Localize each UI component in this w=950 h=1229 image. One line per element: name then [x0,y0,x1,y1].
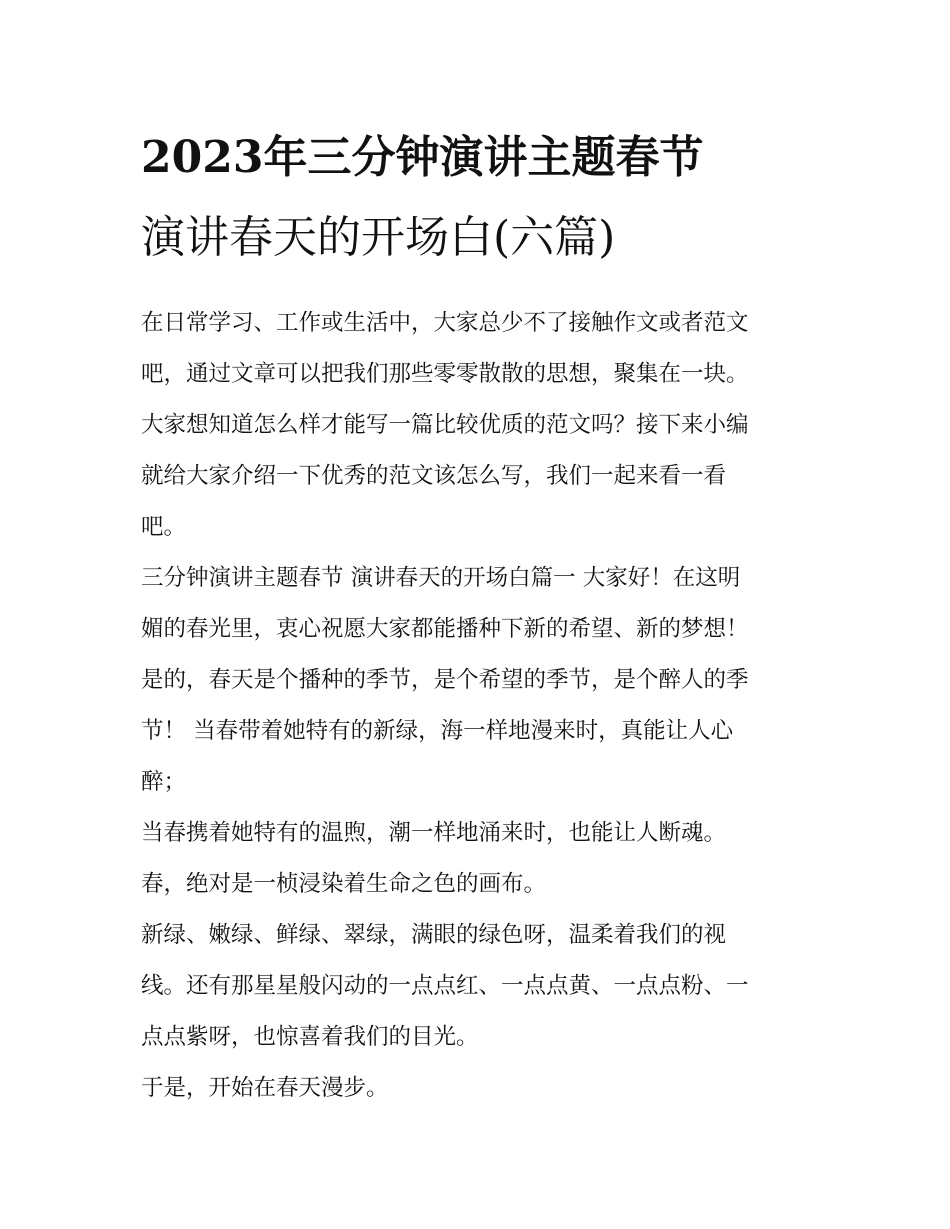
text-line: 大家想知道怎么样才能写一篇比较优质的范文吗？接下来小编 [141,412,749,438]
text-line: 节！ 当春带着她特有的新绿，海一样地漫来时，真能让人心 [141,718,734,744]
text-line: 在日常学习、工作或生活中，大家总少不了接触作文或者范文 [141,310,749,336]
paragraph-spring-colors [141,910,813,1063]
text-line: 点点紫呀，也惊喜着我们的目光。 [141,1024,479,1050]
text-line: 春，绝对是一桢浸染着生命之色的画布。 [141,871,547,897]
text-line: 三分钟演讲主题春节 演讲春天的开场白篇一 大家好！在这明 [141,565,741,591]
text-line: 于是，开始在春天漫步。 [141,1075,389,1101]
title-line: 演讲春天的开场白(六篇) [141,212,616,263]
text-line: 吧。 [141,514,187,540]
text-line: 当春携着她特有的温煦，潮一样地涌来时，也能让人断魂。 [141,820,727,846]
document-body [141,298,813,1114]
title-line: 2023年三分钟演讲主题春节 [141,132,704,183]
text-line: 吧，通过文章可以把我们那些零零散散的思想，聚集在一块。 [141,361,749,387]
text-line: 新绿、嫩绿、鲜绿、翠绿，满眼的绿色呀，温柔着我们的视 [141,922,727,948]
document-title [141,118,813,278]
text-line: 就给大家介绍一下优秀的范文该怎么写，我们一起来看一看 [141,463,727,489]
paragraph-intro [141,298,813,553]
text-line: 线。还有那星星般闪动的一点点红、一点点黄、一点点粉、一 [141,973,749,999]
document-page [141,118,813,1114]
text-line: 醉； [141,769,187,795]
paragraph-speech-one [141,553,813,808]
text-line: 是的，春天是个播种的季节，是个希望的季节，是个醉人的季 [141,667,749,693]
paragraph-spring-walk [141,1063,813,1114]
paragraph-spring-warmth [141,808,813,859]
paragraph-spring-canvas [141,859,813,910]
text-line: 媚的春光里，衷心祝愿大家都能播种下新的希望、新的梦想！ [141,616,749,642]
